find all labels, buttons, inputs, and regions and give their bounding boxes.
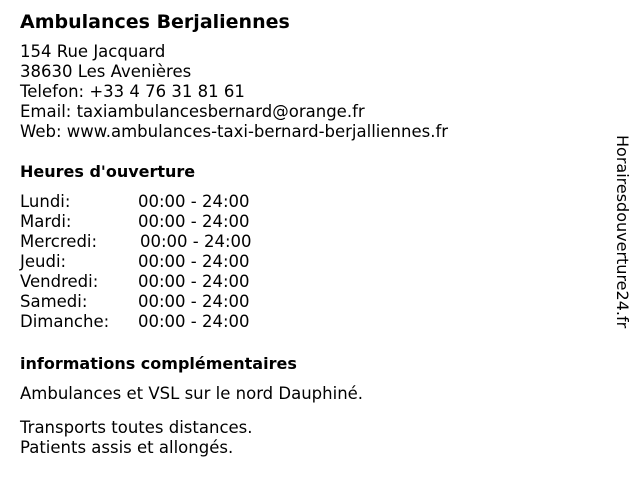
hours-time: 00:00 - 24:00 xyxy=(138,252,250,271)
hours-time: 00:00 - 24:00 xyxy=(138,192,250,211)
hours-row-sunday xyxy=(20,312,600,332)
hours-row-wednesday xyxy=(20,232,600,252)
info-paragraph xyxy=(20,418,600,458)
address-street: 154 Rue Jacquard xyxy=(20,42,166,61)
website-link[interactable]: Web: www.ambulances-taxi-bernard-berjalliennes.fr xyxy=(20,122,449,141)
info-line: Patients assis et allongés. xyxy=(20,438,234,457)
hours-day: Samedi: xyxy=(20,292,88,311)
hours-time: 00:00 - 24:00 xyxy=(138,212,250,231)
hours-day: Vendredi: xyxy=(20,272,99,291)
hours-row-thursday xyxy=(20,252,600,272)
info-line: Transports toutes distances. xyxy=(20,418,253,437)
hours-time: 00:00 - 24:00 xyxy=(138,312,250,331)
address-city: 38630 Les Avenières xyxy=(20,62,192,81)
additional-info-heading: informations complémentaires xyxy=(20,354,297,373)
opening-hours-table xyxy=(20,192,600,332)
hours-row-saturday xyxy=(20,292,600,312)
hours-time: 00:00 - 24:00 xyxy=(140,232,252,251)
hours-time: 00:00 - 24:00 xyxy=(138,292,250,311)
site-brand-vertical[interactable]: Horairesdouverture24.fr xyxy=(613,135,632,329)
info-paragraph xyxy=(20,384,600,404)
hours-day: Dimanche: xyxy=(20,312,110,331)
phone-number[interactable]: Telefon: +33 4 76 31 81 61 xyxy=(20,82,245,101)
contact-block xyxy=(20,42,600,142)
hours-time: 00:00 - 24:00 xyxy=(138,272,250,291)
hours-day: Mardi: xyxy=(20,212,72,231)
hours-row-monday xyxy=(20,192,600,212)
opening-hours-heading: Heures d'ouverture xyxy=(20,162,196,181)
info-line: Ambulances et VSL sur le nord Dauphiné. xyxy=(20,384,364,403)
hours-row-tuesday xyxy=(20,212,600,232)
email-address[interactable]: Email: taxiambulancesbernard@orange.fr xyxy=(20,102,365,121)
hours-day: Lundi: xyxy=(20,192,71,211)
business-listing xyxy=(20,0,600,472)
hours-row-friday xyxy=(20,272,600,292)
hours-day: Mercredi: xyxy=(20,232,98,251)
business-name: Ambulances Berjaliennes xyxy=(20,11,290,33)
hours-day: Jeudi: xyxy=(20,252,67,271)
